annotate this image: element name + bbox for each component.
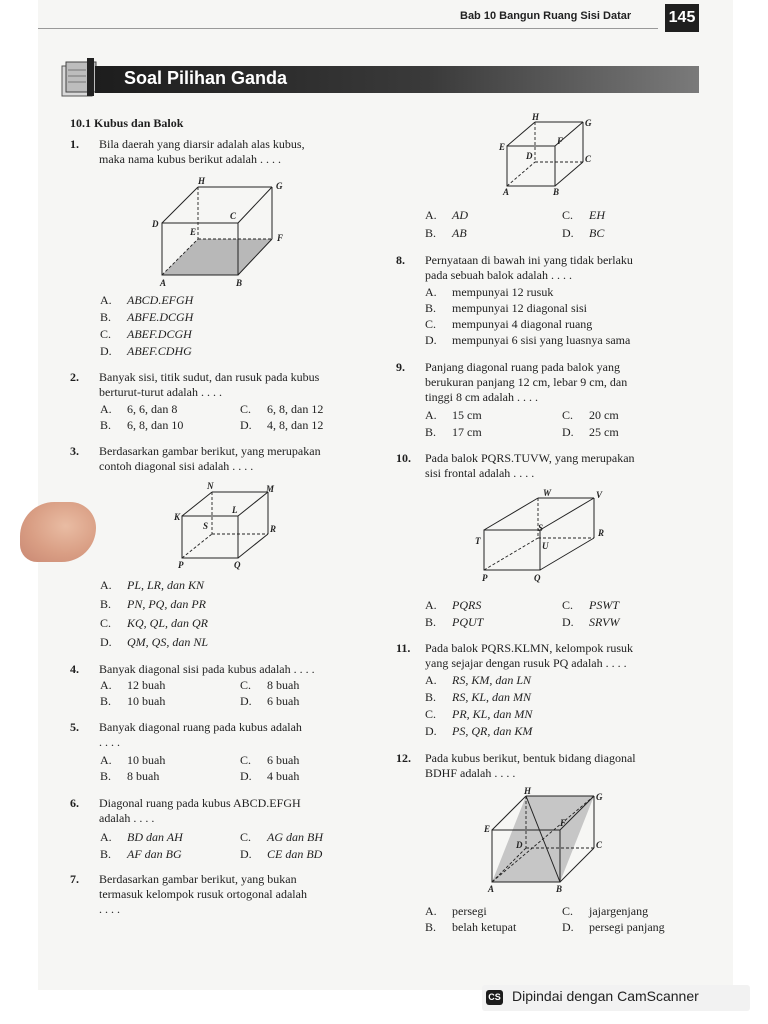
option-d[interactable]: D. PS, QR, dan KM	[425, 724, 533, 738]
question-1	[70, 137, 380, 169]
option-d[interactable]: D. mempunyai 6 sisi yang luasnya sama	[425, 333, 631, 347]
question-line: contoh diagonal sisi adalah . . . .	[99, 459, 254, 473]
option-d[interactable]: D. QM, QS, dan NL	[100, 635, 209, 649]
vertex-label: R	[270, 524, 277, 534]
option-c[interactable]: C. PSWT	[562, 598, 619, 612]
question-text	[99, 720, 302, 750]
vertex-label: S	[203, 521, 209, 531]
box-figure-q10	[470, 486, 615, 586]
question-line: BDHF adalah . . . .	[425, 766, 516, 780]
vertex-label: A	[488, 884, 495, 894]
question-4	[70, 662, 380, 678]
vertex-label: F	[560, 818, 567, 828]
scanner-finger-artifact	[20, 502, 96, 562]
question-number: 4.	[70, 662, 79, 676]
option-d[interactable]: D. 6 buah	[240, 694, 300, 708]
vertex-label: T	[475, 536, 481, 546]
question-line: Panjang diagonal ruang pada balok yang	[425, 360, 620, 374]
vertex-label: F	[277, 233, 284, 243]
option-text: ABEF.DCGH	[127, 327, 192, 341]
question-5	[70, 720, 380, 752]
option-text: 12 buah	[127, 678, 166, 692]
option-a[interactable]: A. BD dan AH	[100, 830, 183, 844]
option-d[interactable]: D. BC	[562, 226, 605, 240]
cube-figure-q1	[150, 175, 300, 290]
question-line: Bila daerah yang diarsir adalah alas kubus,	[99, 137, 305, 151]
option-c[interactable]: C. ABEF.DCGH	[100, 327, 192, 341]
option-d[interactable]: D. SRVW	[562, 615, 620, 629]
question-number: 8.	[396, 253, 405, 267]
option-a[interactable]: A. persegi	[425, 904, 487, 918]
question-line: sisi frontal adalah . . . .	[425, 466, 535, 480]
option-text: 6, 6, dan 8	[127, 402, 178, 416]
option-text: PN, PQ, dan PR	[127, 597, 206, 611]
option-c[interactable]: C. 8 buah	[240, 678, 300, 692]
vertex-label: C	[596, 840, 603, 850]
option-text: RS, KL, dan MN	[452, 690, 532, 704]
option-a[interactable]: A. ABCD.EFGH	[100, 293, 194, 307]
option-text: persegi panjang	[589, 920, 665, 934]
question-number: 11.	[396, 641, 411, 655]
option-b[interactable]: B. AF dan BG	[100, 847, 182, 861]
question-number: 7.	[70, 872, 79, 886]
question-3	[70, 444, 380, 476]
option-b[interactable]: B. 6, 8, dan 10	[100, 418, 184, 432]
question-line: Pada balok PQRS.TUVW, yang merupakan	[425, 451, 635, 465]
question-number: 2.	[70, 370, 79, 384]
vertex-label: N	[207, 481, 214, 491]
question-line: Banyak diagonal sisi pada kubus adalah . . . .	[99, 662, 315, 676]
question-number: 10.	[396, 451, 411, 465]
option-text: 17 cm	[452, 425, 482, 439]
question-line: maka nama kubus berikut adalah . . . .	[99, 152, 281, 166]
question-text	[99, 872, 307, 917]
vertex-label: E	[499, 142, 506, 152]
option-text: mempunyai 4 diagonal ruang	[452, 317, 593, 331]
cube-figure-q12	[480, 786, 610, 898]
option-text: PSWT	[589, 598, 619, 612]
question-9	[396, 360, 706, 408]
question-line: Banyak sisi, titik sudut, dan rusuk pada kubus	[99, 370, 320, 384]
option-b[interactable]: B. AB	[425, 226, 467, 240]
question-text	[99, 137, 305, 167]
option-text: KQ, QL, dan QR	[127, 616, 209, 630]
vertex-label: M	[266, 484, 275, 494]
option-text: SRVW	[589, 615, 620, 629]
option-a[interactable]: A. 6, 6, dan 8	[100, 402, 178, 416]
option-text: 10 buah	[127, 694, 166, 708]
camscanner-text: Dipindai dengan CamScanner	[512, 988, 699, 1004]
option-text: PR, KL, dan MN	[452, 707, 533, 721]
question-number: 6.	[70, 796, 79, 810]
question-line: pada sebuah balok adalah . . . .	[425, 268, 572, 282]
option-text: persegi	[452, 904, 487, 918]
option-b[interactable]: B. mempunyai 12 diagonal sisi	[425, 301, 587, 315]
option-c[interactable]: C. EH	[562, 208, 605, 222]
option-a[interactable]: A. PQRS	[425, 598, 482, 612]
question-number: 1.	[70, 137, 79, 151]
vertex-label: D	[152, 219, 159, 229]
vertex-label: B	[553, 187, 560, 197]
option-d[interactable]: D. 25 cm	[562, 425, 619, 439]
vertex-label: D	[516, 840, 523, 850]
vertex-label: G	[276, 181, 283, 191]
option-b[interactable]: B. PQUT	[425, 615, 484, 629]
vertex-label: W	[543, 488, 552, 498]
option-text: mempunyai 12 rusuk	[452, 285, 554, 299]
option-text: 6 buah	[267, 694, 300, 708]
banner-title: Soal Pilihan Ganda	[124, 68, 288, 88]
vertex-label: B	[236, 278, 243, 288]
question-number: 3.	[70, 444, 79, 458]
option-text: AG dan BH	[267, 830, 323, 844]
vertex-label: Q	[534, 573, 541, 583]
option-text: 8 buah	[127, 769, 160, 783]
option-c[interactable]: C. 6 buah	[240, 753, 300, 767]
question-text	[425, 641, 633, 671]
option-text: mempunyai 6 sisi yang luasnya sama	[452, 333, 631, 347]
option-text: CE dan BD	[267, 847, 323, 861]
vertex-label: C	[230, 211, 237, 221]
question-line: . . . .	[99, 902, 120, 916]
option-text: 6, 8, dan 12	[267, 402, 324, 416]
option-text: PQUT	[452, 615, 484, 629]
page-number: 145	[665, 4, 699, 32]
option-text: 20 cm	[589, 408, 619, 422]
vertex-label: E	[484, 824, 491, 834]
question-10	[396, 451, 706, 483]
question-text	[99, 444, 321, 474]
option-text: AF dan BG	[127, 847, 182, 861]
question-text	[99, 796, 301, 826]
question-line: Berdasarkan gambar berikut, yang merupakan	[99, 444, 321, 458]
question-text	[425, 751, 636, 781]
option-text: BD dan AH	[127, 830, 183, 844]
vertex-label: K	[174, 512, 181, 522]
option-text: AD	[452, 208, 468, 222]
option-c[interactable]: C. KQ, QL, dan QR	[100, 616, 209, 630]
question-number: 5.	[70, 720, 79, 734]
option-c[interactable]: C. AG dan BH	[240, 830, 323, 844]
header-rule	[38, 28, 658, 29]
question-text	[99, 662, 315, 677]
option-a[interactable]: A. PL, LR, dan KN	[100, 578, 205, 592]
option-text: 4 buah	[267, 769, 300, 783]
vertex-label: H	[532, 112, 540, 122]
option-d[interactable]: D. ABEF.CDHG	[100, 344, 192, 358]
option-text: mempunyai 12 diagonal sisi	[452, 301, 587, 315]
question-text	[425, 360, 627, 405]
vertex-label: C	[585, 154, 592, 164]
vertex-label: A	[160, 278, 167, 288]
vertex-label: V	[596, 490, 603, 500]
option-text: 6, 8, dan 10	[127, 418, 184, 432]
option-text: 8 buah	[267, 678, 300, 692]
vertex-label: G	[585, 118, 592, 128]
option-text: belah ketupat	[452, 920, 517, 934]
question-line: yang sejajar dengan rusuk PQ adalah . . . .	[425, 656, 627, 670]
question-number: 9.	[396, 360, 405, 374]
vertex-label: A	[503, 187, 510, 197]
option-text: QM, QS, dan NL	[127, 635, 209, 649]
vertex-label: S	[538, 523, 544, 533]
question-11	[396, 641, 706, 673]
cube-figure-q7	[495, 112, 605, 197]
book-icon	[60, 56, 100, 100]
option-text: ABFE.DCGH	[127, 310, 194, 324]
vertex-label: R	[598, 528, 605, 538]
question-8	[396, 253, 706, 285]
option-c[interactable]: C. PR, KL, dan MN	[425, 707, 533, 721]
camscanner-logo-icon: CS	[486, 990, 503, 1005]
section-title: 10.1 Kubus dan Balok	[70, 116, 184, 130]
question-text	[99, 370, 319, 400]
option-c[interactable]: C. mempunyai 4 diagonal ruang	[425, 317, 593, 331]
option-text: ABEF.CDHG	[127, 344, 192, 358]
question-2	[70, 370, 380, 402]
question-line: . . . .	[99, 735, 120, 749]
option-b[interactable]: B. belah ketupat	[425, 920, 517, 934]
option-d[interactable]: D. CE dan BD	[240, 847, 323, 861]
question-number: 12.	[396, 751, 411, 765]
question-text	[425, 253, 633, 283]
question-line: termasuk kelompok rusuk ortogonal adalah	[99, 887, 307, 901]
option-text: jajargenjang	[589, 904, 649, 918]
option-c[interactable]: C. 6, 8, dan 12	[240, 402, 324, 416]
option-d[interactable]: D. persegi panjang	[562, 920, 665, 934]
question-line: Banyak diagonal ruang pada kubus adalah	[99, 720, 302, 734]
option-b[interactable]: B. 10 buah	[100, 694, 166, 708]
option-d[interactable]: D. 4 buah	[240, 769, 300, 783]
option-b[interactable]: B. 8 buah	[100, 769, 160, 783]
option-text: PL, LR, dan KN	[127, 578, 205, 592]
vertex-label: B	[556, 884, 563, 894]
question-line: Diagonal ruang pada kubus ABCD.EFGH	[99, 796, 301, 810]
option-a[interactable]: A. 10 buah	[100, 753, 166, 767]
question-line: berturut-turut adalah . . . .	[99, 385, 222, 399]
option-text: 4, 8, dan 12	[267, 418, 324, 432]
option-text: PS, QR, dan KM	[452, 724, 533, 738]
option-a[interactable]: A. mempunyai 12 rusuk	[425, 285, 554, 299]
option-c[interactable]: C. jajargenjang	[562, 904, 649, 918]
vertex-label: F	[557, 136, 564, 146]
option-text: 10 buah	[127, 753, 166, 767]
question-text	[425, 451, 635, 481]
option-text: PQRS	[452, 598, 482, 612]
question-6	[70, 796, 380, 828]
option-b[interactable]: B. ABFE.DCGH	[100, 310, 194, 324]
option-b[interactable]: B. PN, PQ, dan PR	[100, 597, 206, 611]
question-line: berukuran panjang 12 cm, lebar 9 cm, dan	[425, 375, 628, 389]
question-line: Pada kubus berikut, bentuk bidang diagonal	[425, 751, 636, 765]
option-b[interactable]: B. 17 cm	[425, 425, 482, 439]
option-text: 6 buah	[267, 753, 300, 767]
vertex-label: Q	[234, 560, 241, 570]
question-12	[396, 751, 706, 783]
option-text: RS, KM, dan LN	[452, 673, 532, 687]
option-text: 15 cm	[452, 408, 482, 422]
vertex-label: P	[178, 560, 184, 570]
option-text: 25 cm	[589, 425, 619, 439]
option-text: BC	[589, 226, 605, 240]
option-d[interactable]: D. 4, 8, dan 12	[240, 418, 324, 432]
option-a[interactable]: A. RS, KM, dan LN	[425, 673, 532, 687]
vertex-label: D	[526, 151, 533, 161]
vertex-label: H	[524, 786, 532, 796]
chapter-header: Bab 10 Bangun Ruang Sisi Datar	[460, 10, 632, 22]
vertex-label: P	[482, 573, 488, 583]
cube-figure-q3	[170, 480, 285, 572]
vertex-label: L	[232, 505, 238, 515]
option-a[interactable]: A. AD	[425, 208, 468, 222]
vertex-label: H	[198, 176, 206, 186]
option-text: AB	[452, 226, 467, 240]
question-line: Pernyataan di bawah ini yang tidak berlaku	[425, 253, 633, 267]
question-line: tinggi 8 cm adalah . . . .	[425, 390, 538, 404]
vertex-label: U	[542, 541, 549, 551]
option-a[interactable]: A. 12 buah	[100, 678, 166, 692]
option-text: EH	[589, 208, 605, 222]
option-a[interactable]: A. 15 cm	[425, 408, 482, 422]
question-line: Pada balok PQRS.KLMN, kelompok rusuk	[425, 641, 633, 655]
vertex-label: G	[596, 792, 603, 802]
question-line: adalah . . . .	[99, 811, 155, 825]
question-7	[70, 872, 380, 920]
question-line: Berdasarkan gambar berikut, yang bukan	[99, 872, 297, 886]
vertex-label: E	[190, 227, 197, 237]
option-text: ABCD.EFGH	[127, 293, 194, 307]
option-b[interactable]: B. RS, KL, dan MN	[425, 690, 532, 704]
option-c[interactable]: C. 20 cm	[562, 408, 619, 422]
